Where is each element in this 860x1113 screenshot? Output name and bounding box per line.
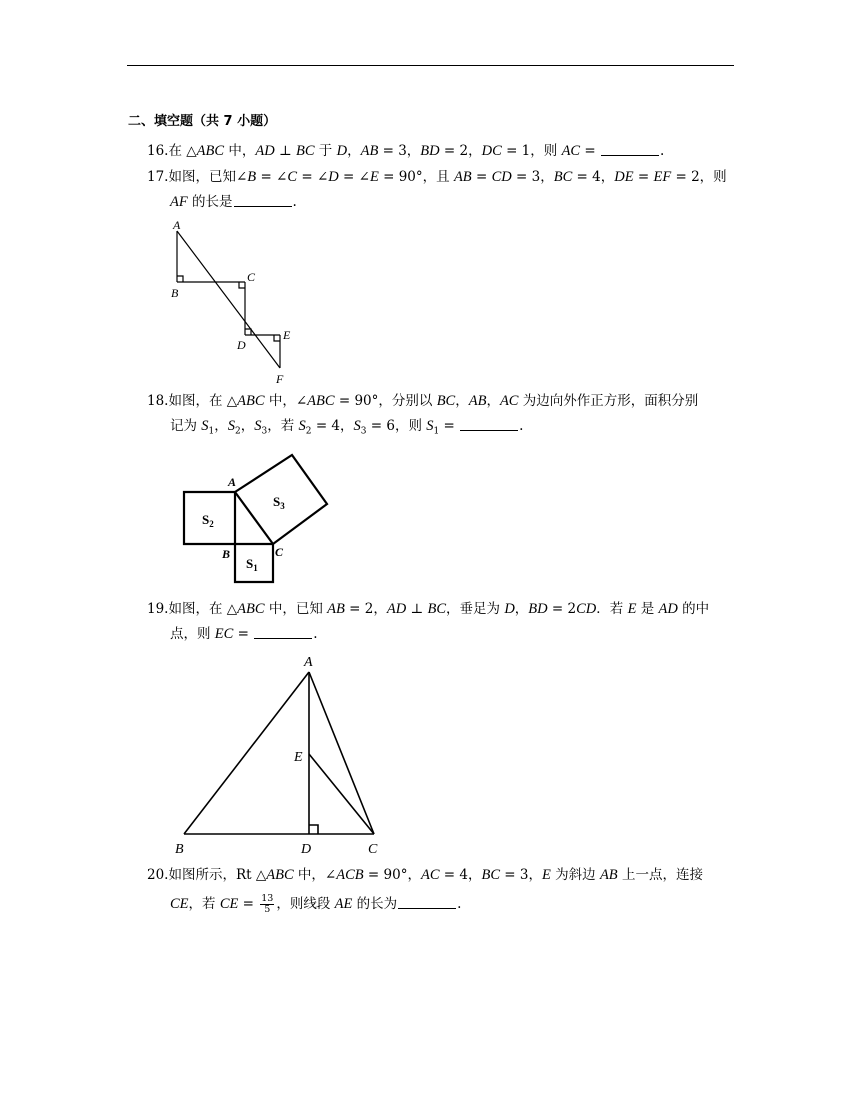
question-17-line-1: 17.如图，已知∠B = ∠C = ∠D = ∠E = 90°，且 AB = CD = 3，BC = 4，DE = EF = 2，则: [147, 169, 727, 185]
label-C: C: [368, 842, 378, 857]
label-A: A: [173, 218, 181, 232]
answer-blank[interactable]: [398, 895, 456, 909]
label-D: D: [301, 842, 312, 857]
question-number: 18.: [147, 393, 169, 409]
question-16: 16.在 △ABC 中，AD ⊥ BC 于 D，AB = 3，BD = 2，DC = 1，则 AC = .: [147, 143, 665, 159]
question-number: 20.: [147, 867, 169, 883]
question-17-line-2: AF 的长是 .: [170, 194, 297, 210]
area-s1-label: $S_1$: [246, 556, 258, 573]
figure-19: [170, 650, 390, 860]
label-B: B: [171, 286, 179, 300]
answer-blank[interactable]: [234, 193, 292, 207]
label-F: F: [276, 372, 284, 386]
header-rule: [127, 65, 734, 66]
question-19-line-1: 19.如图，在 △ABC 中，已知 AB = 2，AD ⊥ BC，垂足为 D，BD = 2CD．若 E 是 AD 的中: [147, 601, 710, 617]
question-18-line-2: 记为 $S_1$，$S_2$，$S_3$，若 $S_2 = 4$，$S_3 = 6$，则 $S_1$ = .: [170, 418, 524, 437]
fraction-13-over-5: $\frac{13}{5}$: [261, 893, 274, 915]
area-s3-label: $S_3$: [273, 494, 285, 511]
question-18-line-1: 18.如图，在 △ABC 中，∠ABC = 90°，分别以 BC，AB，AC 为边向外作正方形，面积分别: [147, 393, 699, 409]
answer-blank[interactable]: [601, 142, 659, 156]
answer-blank[interactable]: [254, 625, 312, 639]
question-number: 19.: [147, 601, 169, 617]
question-number: 16.: [147, 143, 169, 159]
question-19-line-2: 点，则 EC = .: [170, 626, 318, 642]
label-A: A: [304, 655, 313, 670]
answer-blank[interactable]: [460, 417, 518, 431]
label-E: E: [294, 750, 303, 765]
label-E: E: [283, 328, 291, 342]
label-C: C: [275, 545, 284, 559]
label-A: A: [228, 475, 237, 489]
question-20-line-2: CE，若 CE = $\frac{13}{5}$ ，则线段 AE 的长为 .: [170, 893, 462, 915]
label-D: D: [237, 338, 246, 352]
label-B: B: [222, 547, 231, 561]
question-number: 17.: [147, 169, 169, 185]
section-title: 二、填空题（共 7 小题）: [128, 114, 277, 129]
area-s2-label: $S_2$: [202, 512, 214, 529]
label-B: B: [175, 842, 184, 857]
figure-18: [178, 444, 338, 592]
label-C: C: [247, 270, 256, 284]
question-20-line-1: 20.如图所示，Rt △ABC 中，∠ACB = 90°，AC = 4，BC = 3，E 为斜边 AB 上一点，连接: [147, 867, 703, 883]
figure-17: [168, 218, 298, 386]
